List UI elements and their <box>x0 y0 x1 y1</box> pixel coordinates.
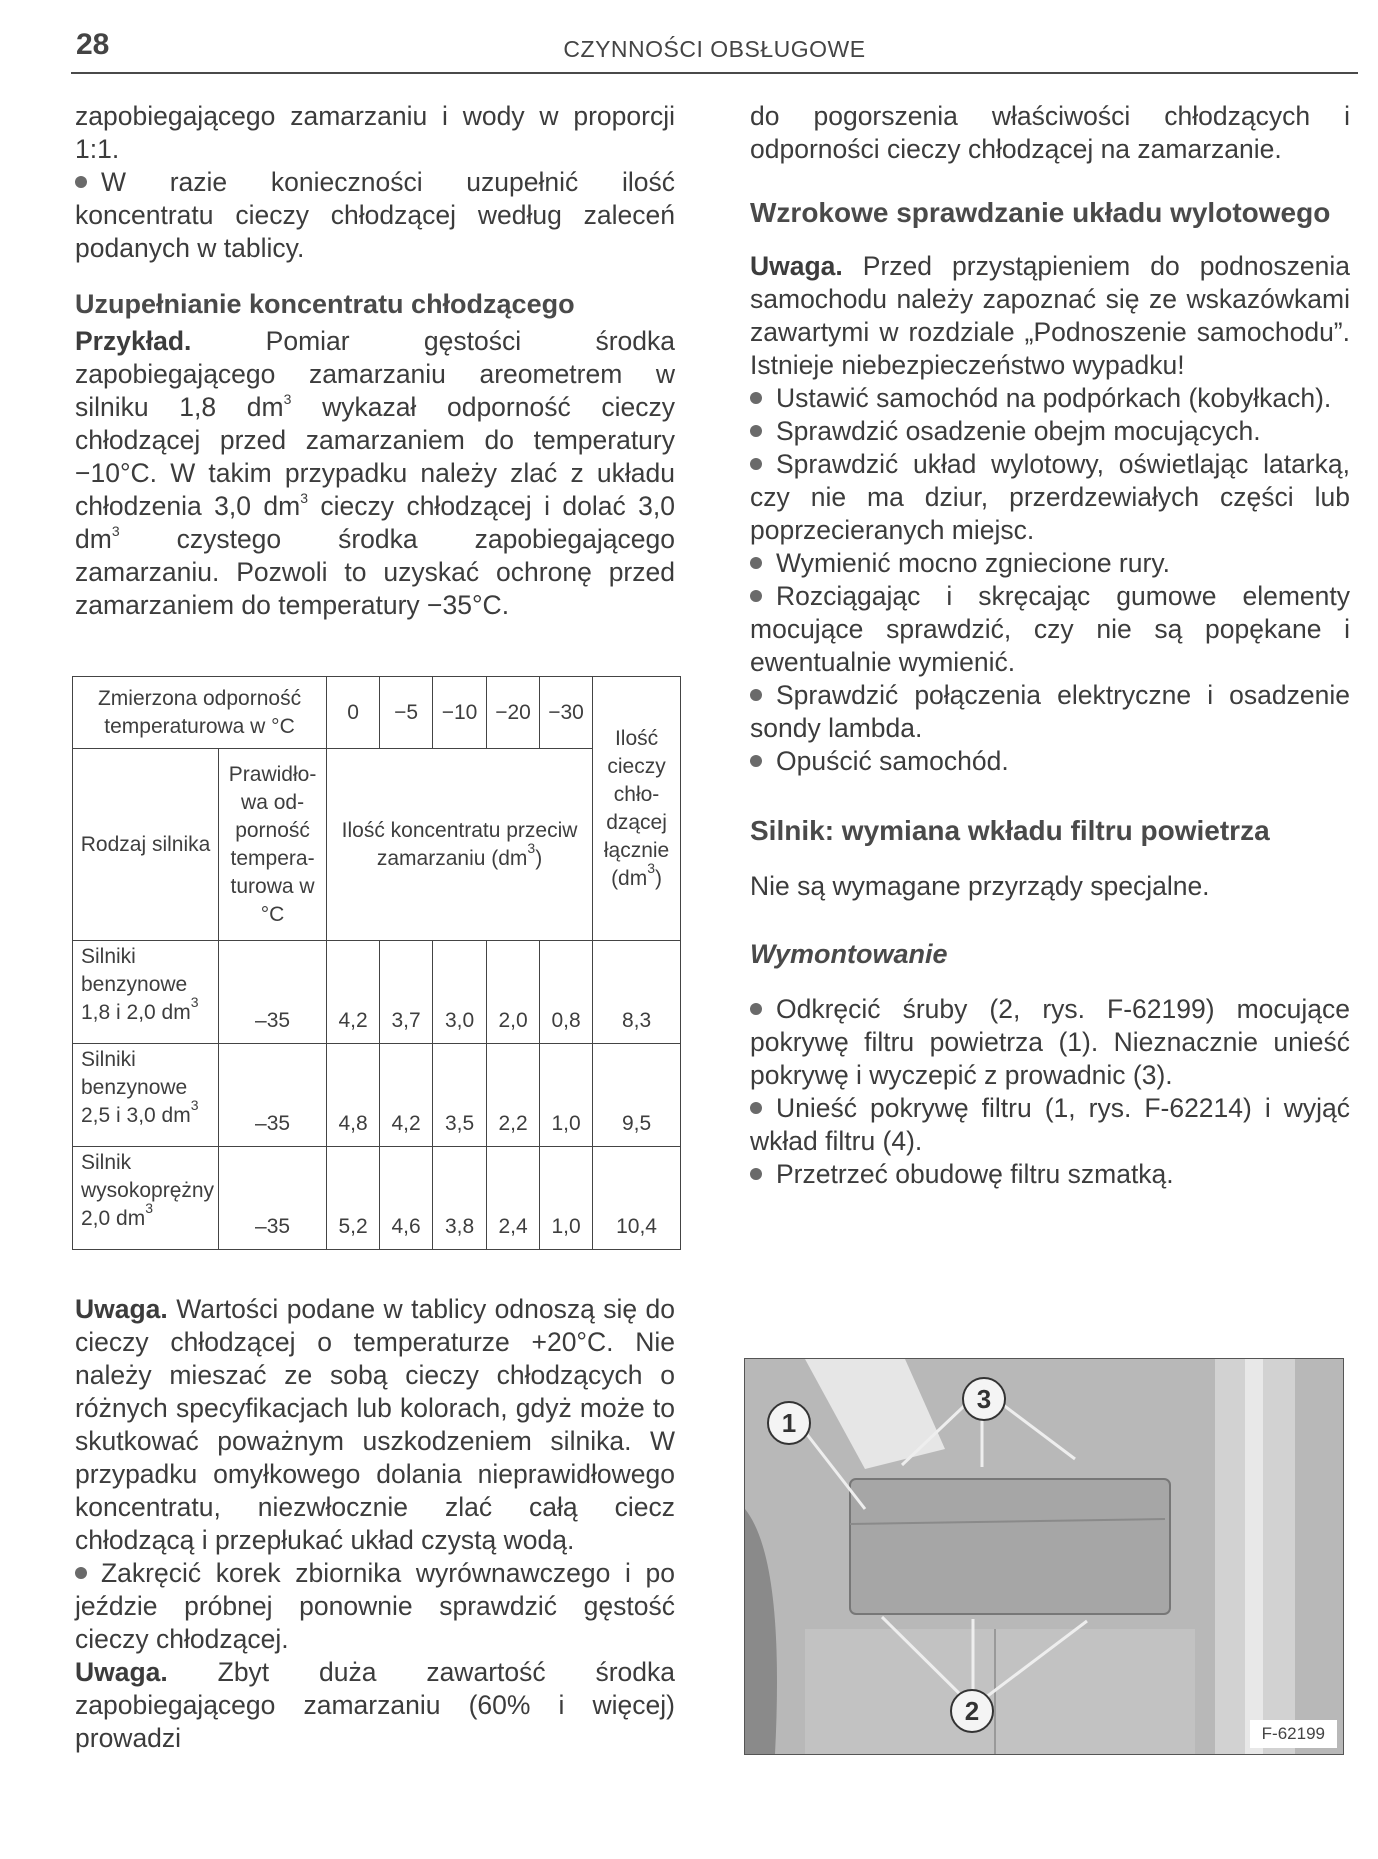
figure-label: F-62199 <box>1250 1720 1337 1748</box>
value-cell: 0,8 <box>540 941 593 1044</box>
removal-steps <box>750 993 1350 1191</box>
inspection-steps <box>750 382 1350 778</box>
bullet-icon <box>750 755 762 767</box>
callout-3: 3 <box>962 1377 1006 1421</box>
note-paragraph: Uwaga. Wartości podane w tablicy odnoszą się do cieczy chłodzącej o temperaturze +20°C. Nie należy mieszać ze sobą cieczy chłodzących o różnych specyfikacjach lub kolorach, gdyż może to skutkować poważnym uszkodzeniem silnika. W przypadku omyłkowego dolania nieprawidłowego koncentratu, niezwłocznie zlać całą ciecz chłodzącą i przepłukać układ czystą wodą. <box>75 1294 675 1555</box>
bullet-icon <box>750 458 762 470</box>
bullet-icon <box>750 1168 762 1180</box>
measured-header: Zmierzona odporność temperaturowa w °C <box>73 677 327 749</box>
bullet-item: Zakręcić korek zbiornika wyrównawczego i po jeździe próbnej ponownie sprawdzić gęstość cieczy chłodzącej. <box>75 1558 675 1654</box>
value-cell: 4,6 <box>380 1147 433 1250</box>
temp-header: −30 <box>540 677 593 749</box>
note-paragraph: Uwaga. Zbyt duża zawartość środka zapobiegającego zamarzaniu (60% i więcej) prowadzi <box>75 1657 675 1753</box>
value-cell: 5,2 <box>327 1147 380 1250</box>
engine-header: Rodzaj silnika <box>73 749 219 941</box>
section-heading: Silnik: wymiana wkładu filtru powietrza <box>750 815 1270 846</box>
figure-air-filter <box>744 1358 1344 1755</box>
callout-1: 1 <box>767 1401 811 1445</box>
correct-cell: –35 <box>219 941 327 1044</box>
bullet-item: Opuścić samochód. <box>750 745 1350 778</box>
subsection-heading: Wymontowanie <box>750 939 948 969</box>
page-number: 28 <box>76 28 110 61</box>
example-paragraph: Przykład. Pomiar gęstości środka zapobiegającego zamarzaniu areometrem w silniku 1,8 $dm^3$ wykazał odporność cieczy chłodzącej przed zamarzaniem do temperatury −10°C. W takim przypadku należy zlać z układu chłodzenia 3,0 $dm^3$ cieczy chłodzącej i dolać 3,0 $dm^3$ czystego środka zapobiegającego zamarzaniu. Pozwoli to uzyskać ochronę przed zamarzaniem do temperatury −35°C. <box>75 326 676 620</box>
air-filter-photo <box>745 1359 1343 1754</box>
concentrate-table-wrapper <box>72 676 681 1250</box>
page-header <box>71 20 1358 74</box>
bullet-item: W razie konieczności uzupełnić ilość koncentratu cieczy chłodzącej według zaleceń podanych w tablicy. <box>75 167 675 263</box>
note-paragraph: Uwaga. Przed przystąpieniem do podnoszenia samochodu należy zapoznać się ze wskazówkami zawartymi w rozdziale „Podnoszenie samochodu”. Istnieje niebezpieczeństwo wypadku! <box>750 251 1350 380</box>
value-cell: 4,2 <box>327 941 380 1044</box>
right-column <box>750 100 1350 1191</box>
bullet-item: Sprawdzić układ wylotowy, oświetlając latarką, czy nie ma dziur, przerdzewiałych części lub poprzecieranych miejsc. <box>750 449 1350 545</box>
left-column <box>75 100 675 622</box>
temp-header: −10 <box>433 677 487 749</box>
callout-2: 2 <box>950 1689 994 1733</box>
value-cell: 4,8 <box>327 1044 380 1147</box>
total-header: Ilość cieczy chło-dzącej łącznie $(dm^3)$ <box>593 677 681 941</box>
bullet-item: Sprawdzić osadzenie obejm mocujących. <box>750 415 1350 448</box>
engine-cell: Silniki benzynowe 2,5 i 3,0 $dm^3$ <box>73 1044 219 1147</box>
bullet-item: Wymienić mocno zgniecione rury. <box>750 547 1350 580</box>
bullet-icon <box>75 176 87 188</box>
bullet-item: Przetrzeć obudowę filtru szmatką. <box>750 1158 1350 1191</box>
bullet-icon <box>750 1003 762 1015</box>
value-cell: 1,0 <box>540 1044 593 1147</box>
value-cell: 4,2 <box>380 1044 433 1147</box>
left-column-bottom <box>75 1293 675 1755</box>
total-cell: 9,5 <box>593 1044 681 1147</box>
engine-cell: Silniki benzynowe 1,8 i 2,0 $dm^3$ <box>73 941 219 1044</box>
bullet-icon <box>750 590 762 602</box>
value-cell: 2,0 <box>487 941 540 1044</box>
paragraph: Nie są wymagane przyrządy specjalne. <box>750 871 1210 901</box>
value-cell: 2,2 <box>487 1044 540 1147</box>
correct-cell: –35 <box>219 1147 327 1250</box>
correct-cell: –35 <box>219 1044 327 1147</box>
bullet-item: Sprawdzić połączenia elektryczne i osadzenie sondy lambda. <box>750 680 1350 743</box>
section-heading: Wzrokowe sprawdzanie układu wylotowego <box>750 197 1331 228</box>
bullet-icon <box>750 689 762 701</box>
value-cell: 3,5 <box>433 1044 487 1147</box>
table-header-row <box>73 677 681 749</box>
running-title: CZYNNOŚCI OBSŁUGOWE <box>563 36 866 62</box>
bullet-icon <box>750 1102 762 1114</box>
table-row <box>73 1147 681 1250</box>
temp-header: −20 <box>487 677 540 749</box>
bullet-item: Odkręcić śruby (2, rys. F-62199) mocujące pokrywę filtru powietrza (1). Nieznacznie unieść pokrywę i wyczepić z prowadnic (3). <box>750 994 1350 1090</box>
table-subheader-row <box>73 749 681 941</box>
total-cell: 10,4 <box>593 1147 681 1250</box>
bullet-item: Unieść pokrywę filtru (1, rys. F-62214) i wyjąć wkład filtru (4). <box>750 1093 1350 1156</box>
bullet-icon <box>750 392 762 404</box>
value-cell: 2,4 <box>487 1147 540 1250</box>
engine-cell: Silnik wysokoprężny 2,0 $dm^3$ <box>73 1147 219 1250</box>
concentrate-table <box>72 676 681 1250</box>
total-cell: 8,3 <box>593 941 681 1044</box>
value-cell: 3,8 <box>433 1147 487 1250</box>
paragraph: zapobiegającego zamarzaniu i wody w proporcji 1:1. <box>75 101 675 164</box>
value-cell: 3,0 <box>433 941 487 1044</box>
bullet-item: Ustawić samochód na podpórkach (kobyłkach). <box>750 382 1350 415</box>
temp-header: 0 <box>327 677 380 749</box>
paragraph: do pogorszenia właściwości chłodzących i odporności cieczy chłodzącej na zamarzanie. <box>750 101 1350 164</box>
value-cell: 3,7 <box>380 941 433 1044</box>
table-row <box>73 941 681 1044</box>
value-cell: 1,0 <box>540 1147 593 1250</box>
bullet-icon <box>750 425 762 437</box>
temp-header: −5 <box>380 677 433 749</box>
concentrate-header: Ilość koncentratu przeciw zamarzaniu $(dm^3)$ <box>327 749 593 941</box>
bullet-icon <box>750 557 762 569</box>
table-row <box>73 1044 681 1147</box>
correct-resistance-header: Prawidło-wa od-porność tempera-turowa w °C <box>219 749 327 941</box>
bullet-item: Rozciągając i skręcając gumowe elementy mocujące sprawdzić, czy nie są popękane i ewentualnie wymienić. <box>750 581 1350 677</box>
section-heading: Uzupełnianie koncentratu chłodzącego <box>75 289 575 319</box>
bullet-icon <box>75 1567 87 1579</box>
